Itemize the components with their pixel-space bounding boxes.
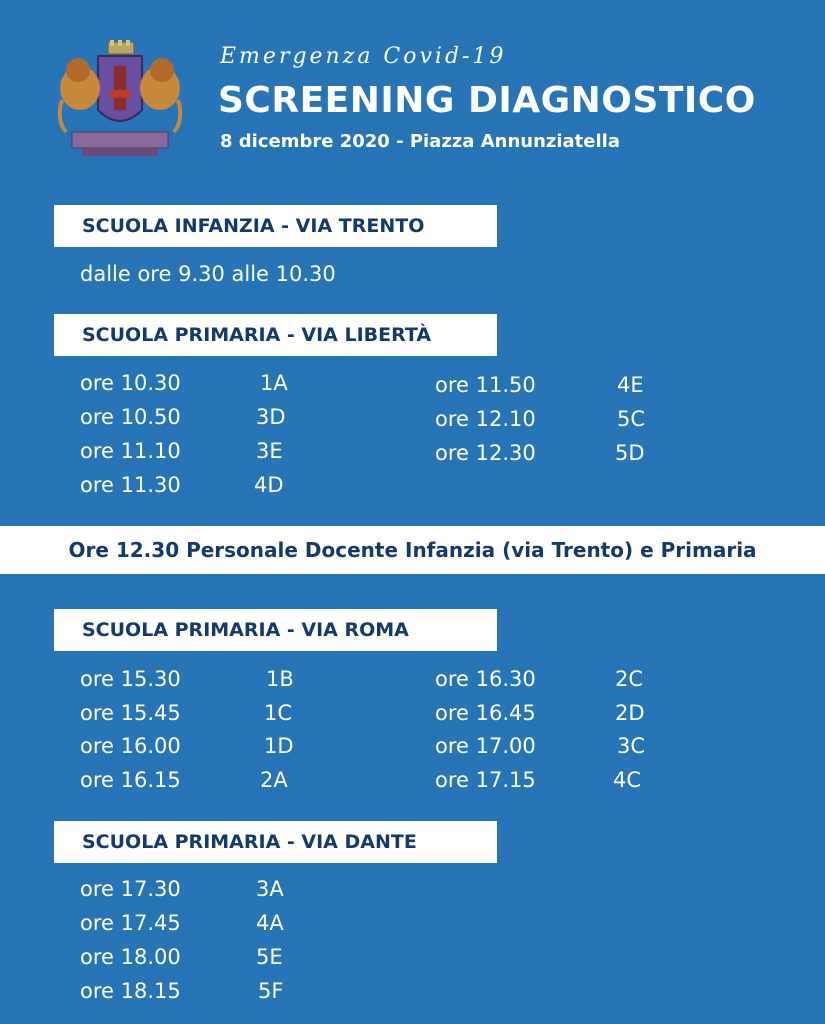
schedule-class: 4A: [256, 911, 284, 935]
schedule-class: 2D: [615, 701, 645, 725]
schedule-time: ore 11.10: [80, 439, 181, 463]
schedule-row: [80, 942, 283, 972]
header-subtitle: Emergenza Covid-19: [220, 44, 507, 69]
schedule-class: 3E: [256, 439, 283, 463]
schedule-row: [435, 765, 642, 795]
schedule-class: 5F: [258, 979, 284, 1003]
schedule-row: [80, 765, 288, 795]
schedule-time: ore 16.45: [435, 701, 536, 725]
schedule-class: 1C: [264, 701, 293, 725]
schedule-time: ore 11.50: [435, 373, 536, 397]
schedule-row: [435, 438, 645, 468]
schedule-class: 5E: [256, 945, 283, 969]
schedule-row: [80, 664, 294, 694]
schedule-class: 3D: [256, 405, 286, 429]
schedule-row: [80, 698, 293, 728]
schedule-class: 2A: [260, 768, 288, 792]
municipal-crest-logo: [52, 40, 188, 162]
schedule-row: [435, 731, 646, 761]
schedule-time: ore 11.30: [80, 473, 181, 497]
schedule-class: 5D: [615, 441, 645, 465]
date-location: 8 dicembre 2020 - Piazza Annunziatella: [220, 131, 620, 152]
staff-banner: Ore 12.30 Personale Docente Infanzia (via Trento) e Primaria: [0, 526, 825, 574]
schedule-time: ore 12.10: [435, 407, 536, 431]
schedule-class: 1A: [260, 371, 288, 395]
schedule-time: ore 17.30: [80, 877, 181, 901]
schedule-row: [80, 731, 294, 761]
schedule-row: [435, 664, 644, 694]
section-label-dante: SCUOLA PRIMARIA - VIA DANTE: [54, 821, 497, 863]
schedule-time: ore 16.30: [435, 667, 536, 691]
infanzia-hours: dalle ore 9.30 alle 10.30: [80, 262, 336, 286]
schedule-class: 4D: [254, 473, 284, 497]
schedule-class: 1D: [264, 734, 294, 758]
section-label-infanzia: SCUOLA INFANZIA - VIA TRENTO: [54, 205, 497, 247]
schedule-time: ore 18.00: [80, 945, 181, 969]
schedule-time: ore 12.30: [435, 441, 536, 465]
schedule-class: 4C: [613, 768, 642, 792]
schedule-time: ore 18.15: [80, 979, 181, 1003]
schedule-row: [435, 404, 646, 434]
schedule-time: ore 16.15: [80, 768, 181, 792]
schedule-row: [80, 368, 288, 398]
schedule-class: 1B: [266, 667, 294, 691]
schedule-time: ore 17.45: [80, 911, 181, 935]
schedule-class: 2C: [615, 667, 644, 691]
schedule-time: ore 15.30: [80, 667, 181, 691]
schedule-class: 3A: [256, 877, 284, 901]
schedule-row: [80, 874, 284, 904]
schedule-class: 5C: [617, 407, 646, 431]
schedule-time: ore 10.50: [80, 405, 181, 429]
schedule-row: [435, 370, 644, 400]
section-label-roma: SCUOLA PRIMARIA - VIA ROMA: [54, 609, 497, 651]
schedule-time: ore 16.00: [80, 734, 181, 758]
schedule-row: [435, 698, 645, 728]
schedule-class: 3C: [617, 734, 646, 758]
schedule-class: 4E: [617, 373, 644, 397]
schedule-time: ore 17.15: [435, 768, 536, 792]
schedule-row: [80, 470, 284, 500]
section-label-liberta: SCUOLA PRIMARIA - VIA LIBERTÀ: [54, 314, 497, 356]
schedule-row: [80, 908, 284, 938]
schedule-time: ore 10.30: [80, 371, 181, 395]
schedule-time: ore 17.00: [435, 734, 536, 758]
schedule-row: [80, 976, 284, 1006]
schedule-row: [80, 402, 286, 432]
schedule-time: ore 15.45: [80, 701, 181, 725]
schedule-row: [80, 436, 283, 466]
page-title: SCREENING DIAGNOSTICO: [218, 80, 756, 121]
